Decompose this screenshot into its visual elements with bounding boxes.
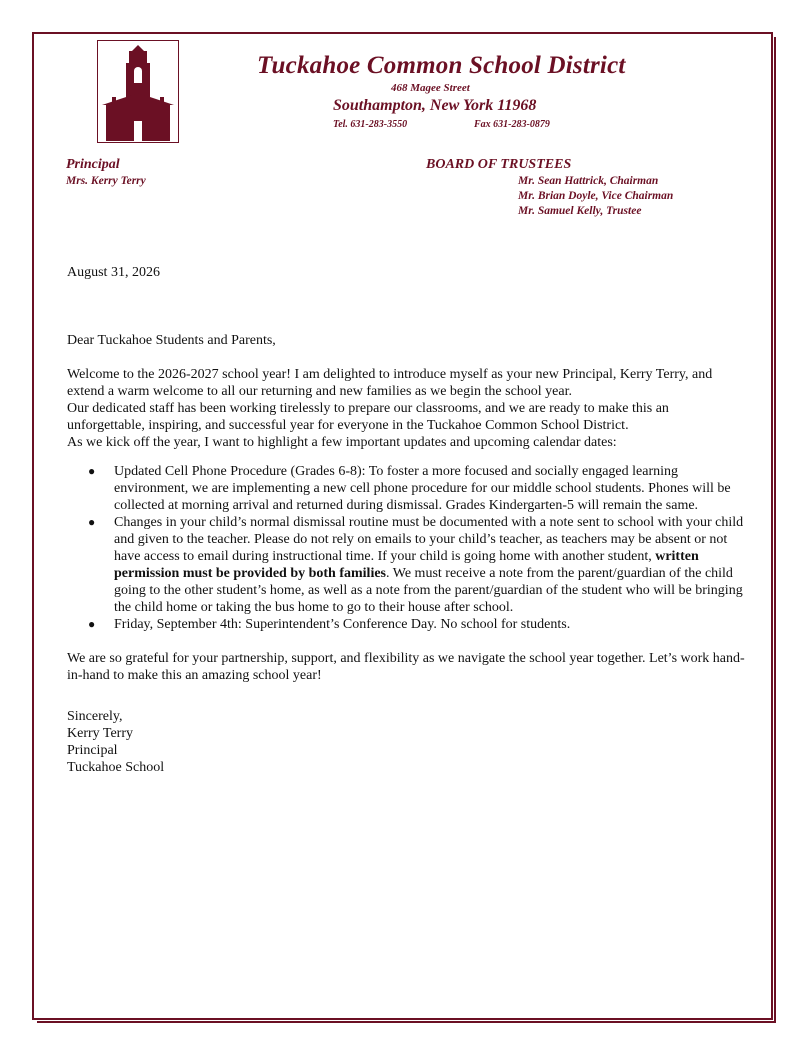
trustee-member: Mr. Samuel Kelly, Trustee: [518, 205, 642, 217]
trustee-vice-chairman: Mr. Brian Doyle, Vice Chairman: [518, 190, 674, 202]
board-heading: BOARD OF TRUSTEES: [426, 157, 572, 172]
schoolhouse-bell-tower-icon: [97, 40, 179, 143]
intro-updates-paragraph: As we kick off the year, I want to highlight a few important updates and upcoming calendar dates:: [67, 435, 617, 450]
list-item: [67, 514, 747, 616]
dismissal-text-before: Changes in your child’s normal dismissal routine must be documented with a note sent to school with your child and given to the teacher. Please do not rely on emails to your child’s teacher, as teachers may be absent or not have access to email during instructional time. If your child is going home with another student,: [114, 515, 744, 564]
signature-block: [67, 708, 164, 776]
trustee-chairman: Mr. Sean Hattrick, Chairman: [518, 175, 659, 187]
dismissal-text-after: . We must receive a note from the parent/guardian of the child going to the other student’s home, as well as a note from the parent/guardian of the student who will be bringing the child home or taking the bus home to go to their house after school.: [114, 566, 743, 615]
valediction: Sincerely,: [67, 709, 123, 724]
bullet-icon: ●: [88, 464, 96, 478]
updates-list: [67, 463, 747, 633]
telephone: Tel. 631-283-3550: [333, 119, 408, 130]
list-item: [67, 616, 747, 633]
signer-name: Kerry Terry: [67, 726, 134, 741]
letter-date: August 31, 2026: [67, 265, 160, 280]
letter-body: [67, 366, 747, 684]
cell-phone-procedure-text: Updated Cell Phone Procedure (Grades 6-8): To foster a more focused and socially engaged learning environment, we are implementing a new cell phone procedure for our middle school students. Phones will be collected at morning arrival and returned during dismissal. Grades Kindergarten-5 will remain the same.: [114, 464, 731, 513]
signer-school: Tuckahoe School: [67, 760, 165, 775]
welcome-paragraph: Welcome to the 2026-2027 school year! I am delighted to introduce myself as your new Principal, Kerry Terry, and extend a warm welcome to all our returning and new families as we begin the school year.: [67, 367, 713, 399]
bullet-icon: ●: [88, 617, 96, 631]
signer-title: Principal: [67, 743, 118, 758]
dismissal-text-bold: written permission must be provided by both families: [114, 549, 699, 581]
principal-name: Mrs. Kerry Terry: [66, 175, 146, 187]
salutation: Dear Tuckahoe Students and Parents,: [67, 333, 276, 348]
fax: Fax 631-283-0879: [474, 119, 550, 130]
list-item: [67, 463, 747, 514]
conference-day-text: Friday, September 4th: Superintendent’s Conference Day. No school for students.: [114, 617, 571, 632]
staff-paragraph: Our dedicated staff has been working tirelessly to prepare our classrooms, and we are ready to make this an unforgettable, inspiring, and successful year for everyone in the Tuckahoe Common School District.: [67, 401, 669, 433]
principal-heading: Principal: [66, 157, 120, 172]
closing-paragraph: We are so grateful for your partnership, support, and flexibility as we navigate the school year together. Let’s work hand-in-hand to make this an amazing school year!: [67, 651, 745, 683]
bullet-icon: ●: [88, 515, 96, 529]
street-address: 468 Magee Street: [391, 82, 470, 94]
city-state-zip: Southampton, New York 11968: [333, 97, 537, 114]
district-name: Tuckahoe Common School District: [257, 52, 626, 79]
